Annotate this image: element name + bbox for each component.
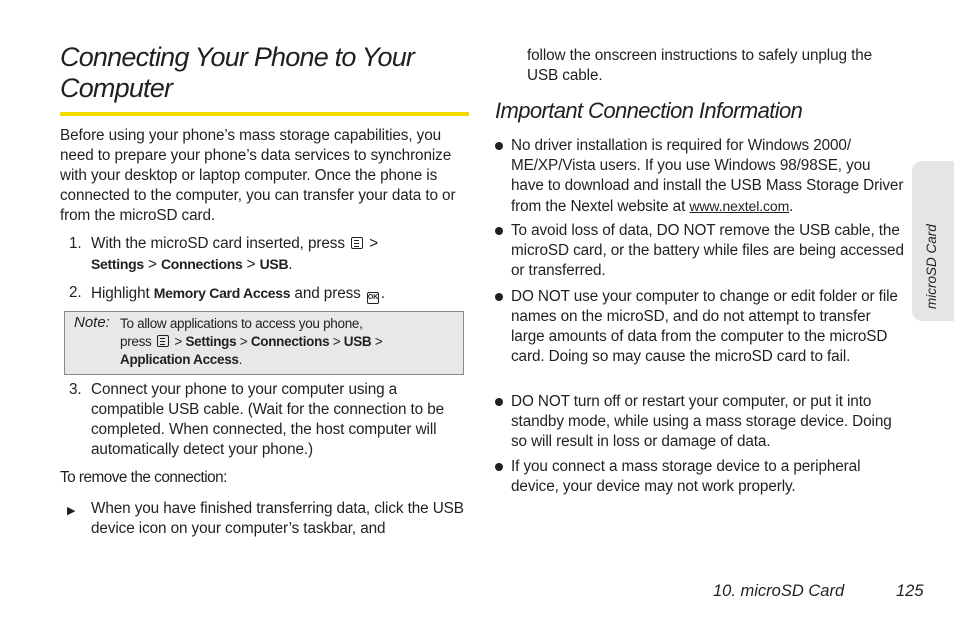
step-1 [60,234,470,276]
remove-connection-heading: To remove the connection: [60,469,227,486]
application-access-label: Application Access [120,352,239,367]
bullet-dot-icon [495,227,503,235]
list-item: DO NOT turn off or restart your computer, or put it into standby mode, while using a mass storage device. Doing so will result in loss or damage of data. [495,392,907,452]
side-tab [912,161,954,321]
step-2 [60,283,470,305]
step-2-text: Highlight Memory Card Access and press OK . [91,285,386,302]
step-1-text: With the microSD card inserted, press > Settings > Connections > USB. [91,235,379,273]
note-label: Note: [74,314,110,331]
connections-label: Connections [160,256,243,272]
list-item: No driver installation is required for Windows 2000/ ME/XP/Vista users. If you use Windows 98/98SE, you have to download and install the USB Mass Storage Driver from the Nextel website at www.nextel.com. [495,136,907,216]
menu-key-icon [351,237,363,249]
step-3-text: Connect your phone to your computer using a compatible USB cable. (Wait for the connection to be completed. When connected, the host computer will automatically detect your phone.) [91,381,445,458]
step-2-number: 2. [69,284,82,301]
continuation-text: follow the onscreen instructions to safely unplug the USB cable. [527,47,873,84]
step-3-number: 3. [69,381,82,398]
step-1-number: 1. [69,235,82,252]
settings-label: Settings [185,334,237,349]
ok-key-icon: OK [367,292,379,304]
step-3 [60,380,470,462]
arrow-bullet-icon: ▶ [67,505,76,517]
list-item: If you connect a mass storage device to a peripheral device, your device may not work properly. [495,457,907,497]
bullet-dot-icon [495,463,503,471]
list-item: DO NOT use your computer to change or edit folder or file names on the microSD, and do not attempt to transfer large amounts of data from the computer to the microSD card. Doing so may cause the microSD card to fail. [495,287,907,387]
bullet-dot-icon [495,293,503,301]
remove-connection-text: When you have finished transferring data, click the USB device icon on your computer’s taskbar, and [91,500,464,537]
bullet-dot-icon [495,398,503,406]
footer-section: 10. microSD Card [713,582,845,600]
page-title: Connecting Your Phone to Your Computer [60,42,415,103]
usb-label: USB [259,256,289,272]
intro-paragraph: Before using your phone’s mass storage capabilities, you need to prepare your phone’s data services to synchronize with your desktop or laptop computer. Once the phone is connected to the computer, you can transfer your data to or from the microSD card. [60,127,456,224]
bullet-dot-icon [495,142,503,150]
side-tab-label: microSD Card [924,224,939,309]
page-number: 125 [896,582,924,600]
connections-label: Connections [250,334,330,349]
memory-card-access-label: Memory Card Access [153,285,291,301]
nextel-link[interactable]: www.nextel.com [689,198,790,214]
menu-key-icon [157,335,169,347]
settings-label: Settings [91,256,144,272]
list-item: To avoid loss of data, DO NOT remove the USB cable, the microSD card, or the battery while files are being accessed or transferred. [495,221,907,281]
note-text: To allow applications to access you phone, press > Settings > Connections > USB > Application Access. [120,316,383,367]
title-rule [60,112,469,116]
usb-label: USB [343,334,372,349]
section-title: Important Connection Information [495,98,803,123]
